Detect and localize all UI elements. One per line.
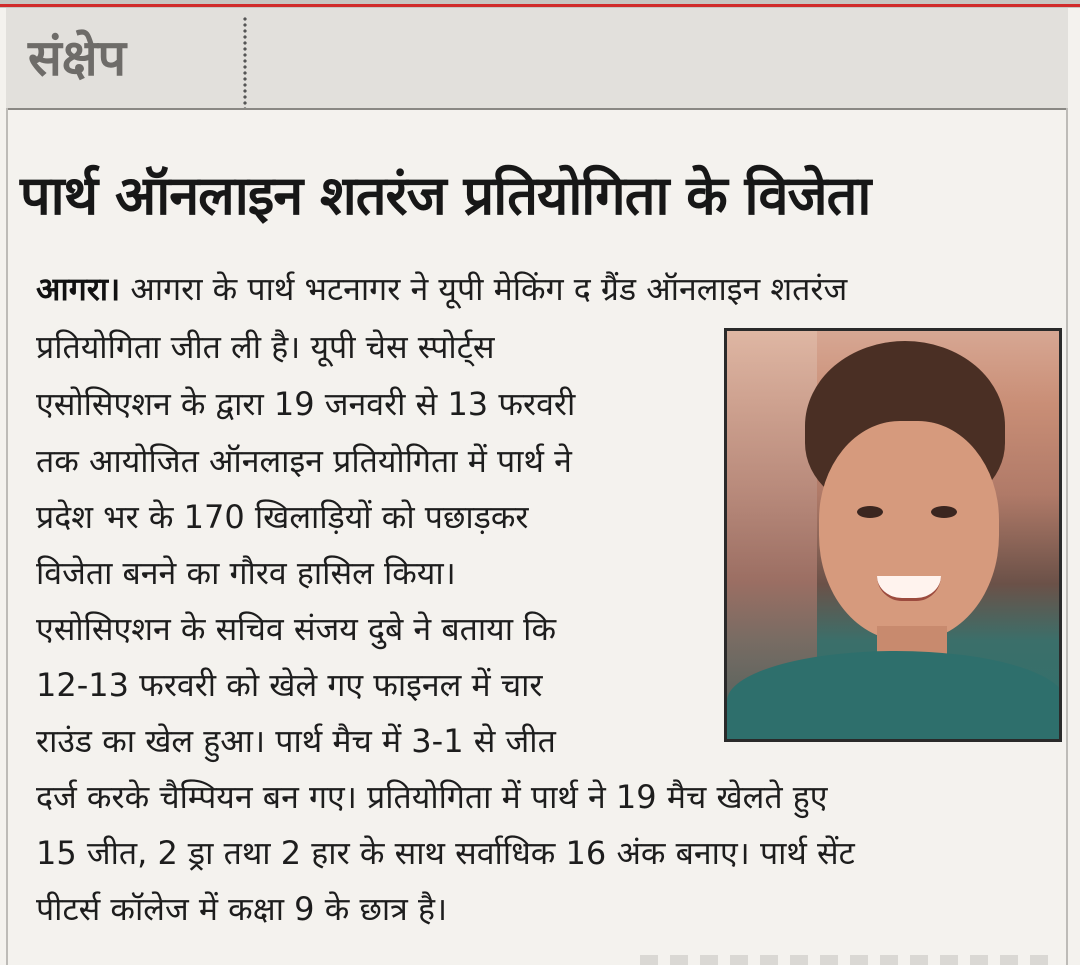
article-photo <box>724 328 1062 742</box>
article-line-12: पीटर्स कॉलेज में कक्षा 9 के छात्र है। <box>36 890 448 928</box>
section-header <box>6 8 1068 110</box>
article-line-text: आगरा के पार्थ भटनागर ने यूपी मेकिंग द ग्रैंड ऑनलाइन शतरंज <box>120 270 848 308</box>
column-rule-right <box>1066 108 1068 965</box>
photo-shirt <box>727 651 1062 742</box>
article-line-3: एसोसिएशन के द्वारा 19 जनवरी से 13 फरवरी <box>36 385 576 423</box>
top-rule <box>0 0 1080 8</box>
photo-eye-left <box>857 506 883 518</box>
article-line-8: 12-13 फरवरी को खेले गए फाइनल में चार <box>36 666 543 704</box>
column-rule-left <box>6 108 8 965</box>
article-line-6: विजेता बनने का गौरव हासिल किया। <box>36 554 456 592</box>
article-line-4: तक आयोजित ऑनलाइन प्रतियोगिता में पार्थ ने <box>36 442 572 480</box>
article-dateline: आगरा। <box>36 270 121 308</box>
article-line-2: प्रतियोगिता जीत ली है। यूपी चेस स्पोर्ट्स <box>36 328 495 366</box>
article-line-9: राउंड का खेल हुआ। पार्थ मैच में 3-1 से जीत <box>36 722 556 760</box>
article-line-1 <box>36 262 847 316</box>
article-line-11: 15 जीत, 2 ड्रा तथा 2 हार के साथ सर्वाधिक 16 अंक बनाए। पार्थ सेंट <box>36 834 855 872</box>
photo-face <box>819 421 999 641</box>
article-line-5: प्रदेश भर के 170 खिलाड़ियों को पछाड़कर <box>36 498 529 536</box>
section-title: संक्षेप <box>28 29 127 87</box>
bottom-faint-text <box>640 955 1060 965</box>
article-line-7: एसोसिएशन के सचिव संजय दुबे ने बताया कि <box>36 610 557 648</box>
photo-eye-right <box>931 506 957 518</box>
article-line-10: दर्ज करके चैम्पियन बन गए। प्रतियोगिता में पार्थ ने 19 मैच खेलते हुए <box>36 778 828 816</box>
dotted-divider <box>242 16 248 108</box>
article-headline: पार्थ ऑनलाइन शतरंज प्रतियोगिता के विजेता <box>20 164 871 227</box>
